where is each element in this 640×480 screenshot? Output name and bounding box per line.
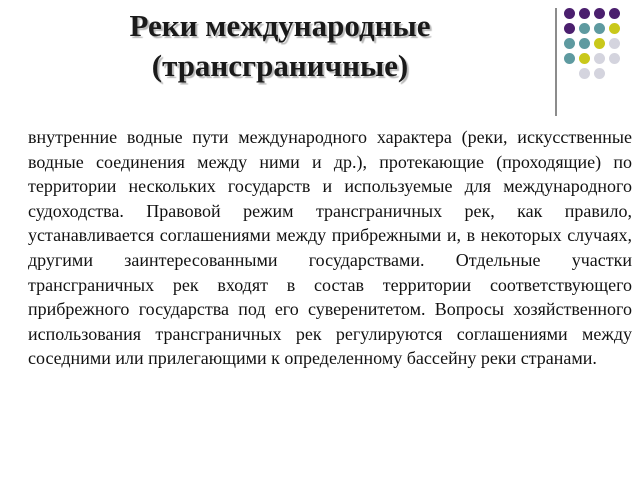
decorative-dot-purple: [579, 8, 590, 19]
decorative-dot-purple: [564, 23, 575, 34]
decorative-dot-teal: [564, 38, 575, 49]
decorative-dot-gray: [594, 68, 605, 79]
decorative-dot-teal: [594, 23, 605, 34]
decorative-dot-gray: [609, 38, 620, 49]
decorative-dot-gray: [609, 53, 620, 64]
slide-title-line-1: Реки международные: [129, 8, 431, 43]
decorative-dot-gray: [594, 53, 605, 64]
slide-body-text: внутренние водные пути международного характера (реки, искусственные водные соединения между ними и др.), протекающие (проходящие) по территории нескольких государств и используемые для международного судоходства. Правовой режим трансграничных рек, как правило, устанавливается соглашениями между прибрежными и, в некоторых случаях, другими заинтересованными государствами. Отдельные участки трансграничных рек входят в состав территории соответствующего прибрежного государства под его суверенитетом. Вопросы хозяйственного использования трансграничных рек регулируются соглашениями между соседними или прилегающими к определенному бассейну реки странами.: [28, 127, 632, 369]
decorative-dot-teal: [564, 53, 575, 64]
decorative-dot-yellow: [594, 38, 605, 49]
decorative-dot-grid: [564, 8, 640, 104]
decorative-dot-yellow: [579, 53, 590, 64]
decorative-dot-purple: [594, 8, 605, 19]
title-divider-line: [555, 8, 557, 116]
decorative-dot-teal: [579, 38, 590, 49]
slide-title-line-2: (трансграничные): [151, 48, 409, 83]
slide-title: [0, 6, 560, 86]
decorative-dot-purple: [564, 8, 575, 19]
decorative-dot-yellow: [609, 23, 620, 34]
decorative-dot-purple: [609, 8, 620, 19]
decorative-dot-teal: [579, 23, 590, 34]
decorative-dot-gray: [579, 68, 590, 79]
